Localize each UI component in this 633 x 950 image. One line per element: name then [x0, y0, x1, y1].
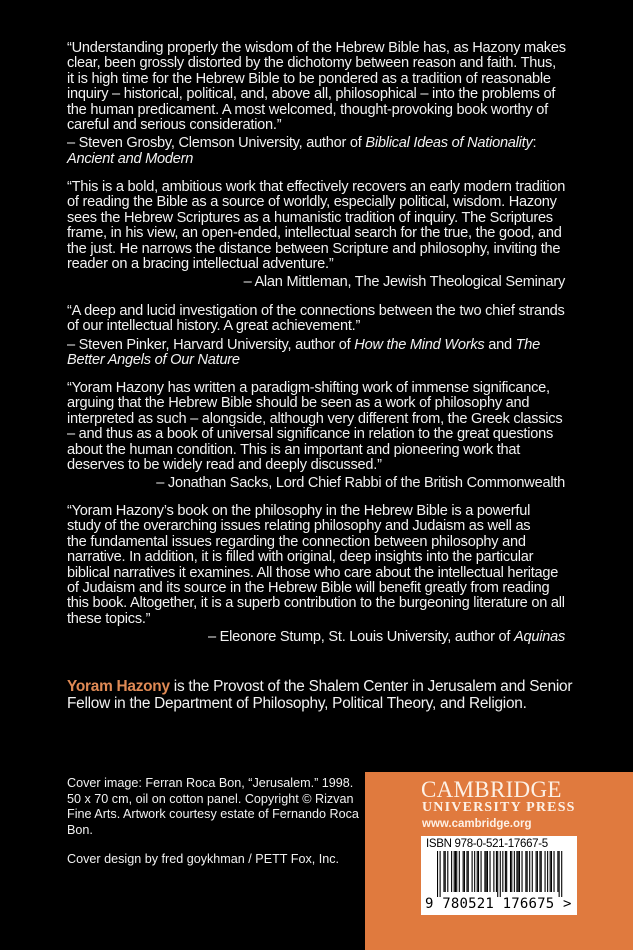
barcode-digits: 9 780521 176675 > [425, 896, 572, 912]
attribution-text: – Alan Mittleman, The Jewish Theological Seminary [243, 274, 565, 291]
barcode-bar [497, 851, 498, 897]
barcode-bar [451, 851, 452, 892]
barcode-bar [445, 851, 446, 892]
barcode-bar [478, 851, 479, 892]
barcode-bar [511, 851, 512, 892]
barcode-bar [454, 851, 455, 892]
quote-line: “This is a bold, ambitious work that effectively recovers an early modern tradition [67, 179, 566, 195]
isbn-barcode [421, 836, 577, 915]
quote-line: this book. Altogether, it is a superb contribution to the burgeoning literature on all [67, 595, 565, 612]
barcode-bar [505, 851, 506, 892]
book-title: Biblical Ideas of Nationality [365, 135, 533, 152]
endorsement [67, 504, 567, 646]
quote-line: “A deep and lucid investigation of the connections between the two chief strands [67, 303, 565, 319]
quote-line: “Yoram Hazony’s book on the philosophy in the Hebrew Bible is a powerful [67, 503, 531, 519]
barcode-bar [477, 851, 478, 892]
barcode-bar [472, 851, 473, 892]
book-title: Ancient and Modern [67, 150, 194, 167]
book-title: Better Angels of Our Nature [67, 352, 240, 369]
credit-line: Fine Arts. Artwork courtesy estate of Fernando Roca [67, 807, 359, 822]
credit-line: Bon. [67, 822, 93, 837]
barcode-bar [493, 851, 494, 892]
quote-line: inquiry – historical, political, and, above all, philosophical – into the problems of [67, 86, 556, 103]
quote-line: these topics.” [67, 610, 151, 627]
barcode-bar [545, 851, 546, 892]
barcode-bar [481, 851, 482, 892]
attribution-text: – Steven Pinker, Harvard University, author of [67, 336, 355, 353]
barcode-bar [529, 851, 530, 892]
quote-line: “Yoram Hazony has written a paradigm-shifting work of immense significance, [67, 380, 550, 396]
quote-line: the fundamental issues regarding the connection between philosophy and [67, 533, 526, 550]
barcode-bar [486, 851, 487, 892]
quote-line: “Understanding properly the wisdom of the Hebrew Bible has, as Hazony makes [67, 40, 566, 56]
quote-attribution [67, 136, 567, 151]
quote-line: of reading the Bible as a source of worldly, especially political, wisdom. Hazony [67, 194, 557, 211]
publisher-logo-subtitle: UNIVERSITY PRESS [422, 800, 576, 815]
attribution-text: – Jonathan Sacks, Lord Chief Rabbi of the British Commonwealth [156, 475, 565, 492]
quote-line: sees the Hebrew Scriptures as a humanistic tradition of inquiry. The Scriptures [67, 209, 553, 226]
barcode-bar [463, 851, 464, 892]
barcode-bar [550, 851, 551, 892]
quote-attribution [67, 353, 567, 368]
barcode-bar [500, 851, 501, 897]
barcode-bar [519, 851, 520, 892]
quote-line: – and thus as a book of universal significance in relation to the great questions [67, 426, 553, 443]
quote-line: the just. He narrows the distance between Scripture and philosophy, inviting the [67, 240, 561, 257]
barcode-bar [559, 851, 560, 897]
cover-design-credit: Cover design by fred goykhman / PETT Fox, Inc. [67, 852, 340, 867]
barcode-bar [553, 851, 554, 892]
quote-line: interpreted as such – alongside, although very different from, the Greek classics [67, 410, 563, 427]
endorsement [67, 41, 567, 167]
quote-line: careful and serious consideration.” [67, 117, 282, 134]
quote-attribution [67, 152, 567, 167]
barcode-bar [496, 851, 497, 892]
endorsement [67, 381, 567, 492]
quote-line: study of the overarching issues relating philosophy and Judaism as well as [67, 518, 531, 535]
quote-line: biblical narratives it examines. All those who care about the intellectual heritage [67, 564, 559, 581]
barcode-bar [484, 851, 485, 892]
quote-line: of Judaism and its source in the Hebrew Bible will benefit greatly from reading [67, 580, 550, 597]
quote-attribution [67, 338, 567, 353]
quote-attribution [67, 476, 565, 491]
quote-line: about the human condition. This is an important and pioneering work that [67, 441, 521, 458]
barcode-bar [437, 851, 438, 897]
quote-line: narrative. In addition, it is filled with original, deep insights into the particular [67, 549, 534, 566]
barcode-bar [539, 851, 540, 892]
quote-line: the human predicament. A most welcomed, thought-provoking book worthy of [67, 101, 548, 118]
quote-line: clear, been grossly distorted by the dichotomy between reason and faith. Thus, [67, 55, 556, 72]
quote-attribution [67, 630, 565, 645]
barcode-bar [510, 851, 511, 892]
cover-credits [67, 776, 359, 868]
barcode-bar [487, 851, 488, 892]
attribution-text: – Steven Grosby, Clemson University, author of [67, 135, 366, 152]
barcode-bar [464, 851, 465, 892]
barcode-bar [527, 851, 528, 892]
barcode-bar [561, 851, 562, 897]
bio-text: is the Provost of the Shalem Center in Jerusalem and Senior [169, 678, 573, 695]
barcode-bar [537, 851, 538, 892]
isbn-label: ISBN 978-0-521-17667-5 [426, 838, 548, 850]
barcode-bar [443, 851, 444, 892]
publisher-url: www.cambridge.org [422, 818, 532, 830]
quote-line: frame, in his view, an open-ended, intellectual search for the true, the good, and [67, 225, 562, 242]
barcode-bar [456, 851, 457, 892]
book-title: How the Mind Works [354, 336, 485, 353]
barcode-bar [514, 851, 515, 892]
barcode-bar [541, 851, 542, 892]
barcode-bar [474, 851, 475, 892]
credit-line: Cover image: Ferran Roca Bon, “Jerusalem.” 1998. [67, 776, 354, 790]
attribution-text: and [484, 336, 516, 353]
barcode-bar [525, 851, 526, 892]
barcode-bar [459, 851, 460, 892]
barcode-bar [440, 851, 441, 897]
barcode-bar [518, 851, 519, 892]
barcode-bars-icon [437, 851, 563, 897]
barcode-bar [466, 851, 467, 892]
barcode-bar [551, 851, 552, 892]
quote-line: reader on a bracing intellectual adventure.” [67, 256, 334, 273]
book-title: Aquinas [514, 629, 565, 646]
quote-attribution [67, 275, 565, 290]
author-bio [67, 678, 573, 713]
author-name: Yoram Hazony [67, 678, 170, 695]
barcode-bar [547, 851, 548, 892]
barcode-bar [532, 851, 533, 892]
barcode-bar [489, 851, 490, 892]
publisher-panel [365, 772, 633, 950]
quote-line: arguing that the Hebrew Bible should be seen as a work of philosophy and [67, 395, 530, 412]
book-title: The [515, 336, 541, 353]
barcode-bar [502, 851, 503, 892]
barcode-bar [506, 851, 507, 892]
credit-line: 50 x 70 cm, oil on cotton panel. Copyright © Rizvan [67, 791, 354, 806]
barcode-bar [536, 851, 537, 892]
barcode-bar [468, 851, 469, 892]
barcode-bar [516, 851, 517, 892]
quote-line: deserves to be widely read and deeply discussed.” [67, 457, 382, 474]
attribution-text: : [532, 135, 537, 152]
barcode-bar [447, 851, 448, 892]
barcode-bar [521, 851, 522, 892]
quote-line: of our intellectual history. A great achievement.” [67, 318, 361, 335]
barcode-bar [455, 851, 456, 892]
attribution-text: – Eleonore Stump, St. Louis University, author of [207, 629, 514, 646]
barcode-bar [557, 851, 558, 892]
publisher-logo-name: CAMBRIDGE [421, 777, 562, 802]
endorsement [67, 304, 567, 369]
endorsement [67, 180, 567, 291]
bio-text: Fellow in the Department of Philosophy, Political Theory, and Religion. [67, 694, 527, 712]
quote-line: it is high time for the Hebrew Bible to be pondered as a tradition of reasonable [67, 70, 551, 87]
